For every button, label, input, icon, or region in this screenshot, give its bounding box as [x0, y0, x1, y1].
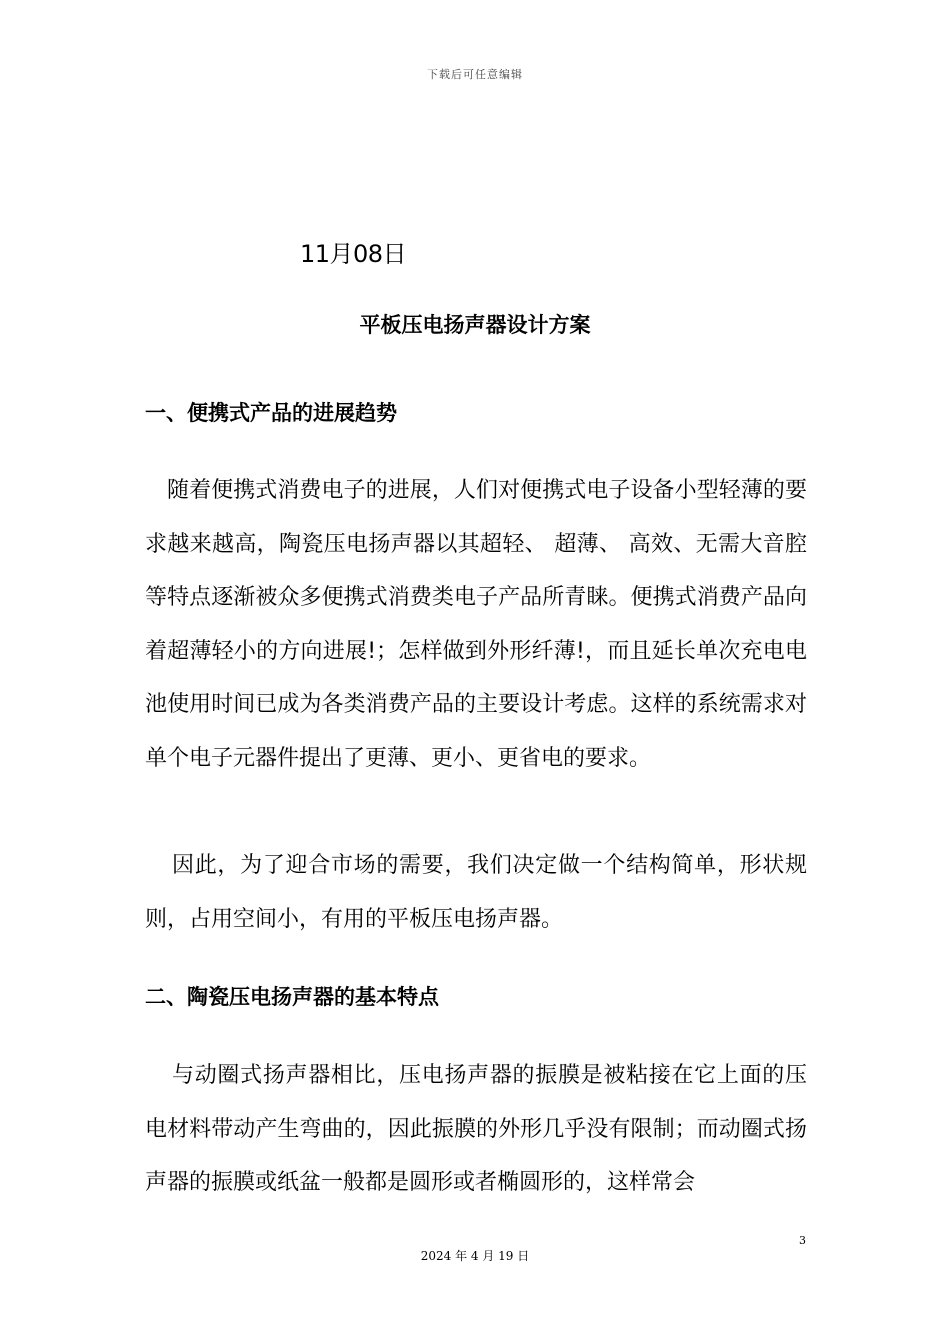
section-1-paragraph-2: 因此，为了迎合市场的需要，我们决定做一个结构简单，形状规则，占用空间小，有用的平板压电扬声器。 — [145, 853, 807, 932]
document-date: 11月08日 — [300, 240, 407, 268]
section-heading-1: 一、便携式产品的进展趋势 — [145, 401, 397, 425]
section-heading-2: 二、陶瓷压电扬声器的基本特点 — [145, 985, 439, 1009]
header-note: 下载后可任意编辑 — [427, 68, 523, 81]
page-number: 3 — [799, 1234, 806, 1247]
section-2-paragraph-1: 与动圈式扬声器相比，压电扬声器的振膜是被粘接在它上面的压电材料带动产生弯曲的，因此振膜的外形几乎没有限制；而动圈式扬声器的振膜或纸盆一般都是圆形或者椭圆形的，这样常会 — [145, 1063, 807, 1195]
document-title: 平板压电扬声器设计方案 — [359, 313, 591, 337]
footer-date: 2024 年 4 月 19 日 — [420, 1249, 530, 1263]
section-1-paragraph-1: 随着便携式消费电子的进展，人们对便携式电子设备小型轻薄的要求越来越高，陶瓷压电扬声器以其超轻、 超薄、 高效、无需大音腔等特点逐渐被众多便携式消费类电子产品所青睐。便携式消费产品向着超薄轻小的方向进展!；怎样做到外形纤薄!，而且延长单次充电电池使用时间已成为各类消费产品的主要设计考虑。这样的系统需求对单个电子元器件提出了更薄、更小、更省电的要求。 — [145, 478, 807, 771]
